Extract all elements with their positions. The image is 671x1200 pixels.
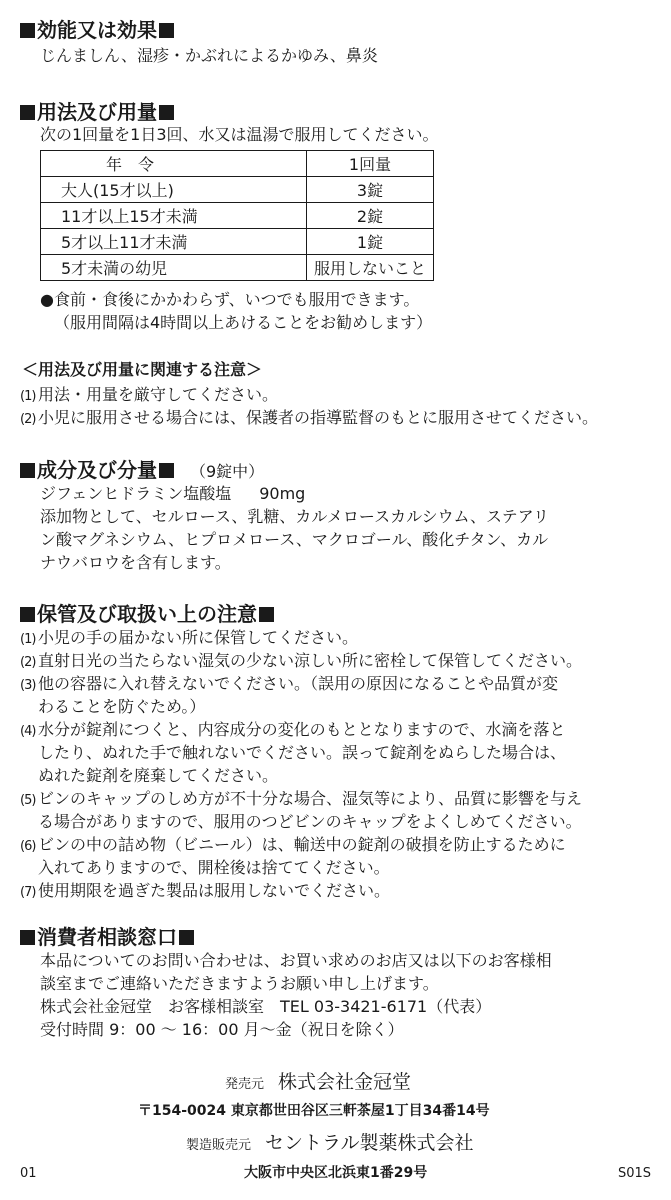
square-bullet-icon: [20, 463, 35, 478]
contact-text: 談室までご連絡いただきますようお願い申し上げます。: [40, 974, 439, 993]
additives-line: 添加物として、セルロース、乳糖、カルメロースカルシウム、ステアリ: [40, 507, 550, 526]
table-header-row: [41, 151, 434, 177]
seller-address: 〒154-0024 東京都世田谷区三軒茶屋1丁目34番14号: [138, 1103, 490, 1119]
dosage-note-1: ●食前・食後にかかわらず、いつでも服用できます。: [40, 290, 420, 309]
page-code-right: S01S: [618, 1166, 652, 1181]
storage-item-continued: わることを防ぐため。）: [38, 697, 206, 716]
storage-item: (1) 小児の手の届かない所に保管してください。: [20, 628, 359, 647]
efficacy-text: じんましん、湿疹・かぶれによるかゆみ、鼻炎: [40, 46, 378, 65]
table-cell-dose: 3錠: [307, 177, 434, 203]
storage-item: (7) 使用期限を過ぎた製品は服用しないでください。: [20, 881, 391, 900]
square-bullet-icon: [179, 930, 194, 945]
storage-item-continued: る場合がありますので、服用のつどビンのキャップをよくしめてください。: [38, 812, 582, 831]
table-row: [41, 177, 434, 203]
contact-hours: 受付時間 9：00 ～ 16：00 月～金（祝日を除く）: [40, 1020, 404, 1039]
square-bullet-icon: [20, 23, 35, 38]
square-bullet-icon: [159, 23, 174, 38]
storage-item: (3) 他の容器に入れ替えないでください。（誤用の原因になることや品質が変: [20, 674, 559, 693]
storage-item: (4) 水分が錠剤につくと、内容成分の変化のもととなりますので、水滴を落と: [20, 720, 566, 739]
contact-company: 株式会社金冠堂 お客様相談室 TEL 03-3421-6171（代表）: [40, 997, 492, 1016]
maker-name: セントラル製薬株式会社: [265, 1132, 474, 1154]
table-cell-age: 11才以上15才未満: [41, 203, 307, 229]
seller-line: [225, 1072, 411, 1095]
storage-item: (5) ビンのキャップのしめ方が不十分な場合、湿気等により、品質に影響を与え: [20, 789, 583, 808]
dosage-note-2: （服用間隔は4時間以上あけることをお勧めします）: [54, 313, 433, 332]
storage-item-continued: 入れてありますので、開栓後は捨ててください。: [38, 858, 390, 877]
efficacy-heading: 効能又は効果: [20, 14, 174, 43]
square-bullet-icon: [20, 607, 35, 622]
dosage-table: [40, 150, 434, 281]
table-header-dose: 1回量: [307, 151, 434, 177]
table-row: [41, 203, 434, 229]
table-cell-dose: 2錠: [307, 203, 434, 229]
additives-line: ナウバロウを含有します。: [40, 553, 231, 572]
table-row: [41, 229, 434, 255]
table-header-age: 年 令: [41, 151, 307, 177]
dosage-caution-item: (2) 小児に服用させる場合には、保護者の指導監督のもとに服用させてください。: [20, 408, 599, 427]
main-ingredient-amount: 90mg: [259, 484, 306, 503]
storage-item: (6) ビンの中の詰め物（ビニール）は、輸送中の錠剤の破損を防止するために: [20, 835, 566, 854]
table-cell-age: 大人(15才以上): [41, 177, 307, 203]
table-row: [41, 255, 434, 281]
storage-item-continued: したり、ぬれた手で触れないでください。誤って錠剤をぬらした場合は、: [38, 743, 567, 762]
dosage-caution-item: (1) 用法・用量を厳守してください。: [20, 385, 279, 404]
table-cell-dose: 1錠: [307, 229, 434, 255]
main-ingredient: [40, 484, 305, 504]
square-bullet-icon: [259, 607, 274, 622]
ingredients-heading: 成分及び分量 （9錠中）: [20, 454, 264, 483]
additives-line: ン酸マグネシウム、ヒプロメロース、マクロゴール、酸化チタン、カル: [40, 530, 549, 549]
square-bullet-icon: [20, 105, 35, 120]
dosage-heading: 用法及び用量: [20, 96, 174, 125]
storage-heading: 保管及び取扱い上の注意: [20, 598, 274, 627]
dosage-intro: 次の1回量を1日3回、水又は温湯で服用してください。: [40, 125, 439, 144]
page-code-left: 01: [20, 1166, 37, 1181]
square-bullet-icon: [159, 463, 174, 478]
contact-heading: 消費者相談窓口: [20, 921, 194, 950]
storage-item-continued: ぬれた錠剤を廃棄してください。: [38, 766, 279, 785]
seller-name: 株式会社金冠堂: [278, 1071, 412, 1093]
table-cell-dose: 服用しないこと: [307, 255, 434, 281]
maker-line: [186, 1133, 473, 1156]
square-bullet-icon: [159, 105, 174, 120]
main-ingredient-name: ジフェンヒドラミン塩酸塩: [40, 484, 232, 503]
maker-address: 大阪市中央区北浜東1番29号: [244, 1165, 428, 1181]
maker-label: 製造販売元: [186, 1138, 252, 1153]
storage-item: (2) 直射日光の当たらない湿気の少ない涼しい所に密栓して保管してください。: [20, 651, 583, 670]
ingredients-note: （9錠中）: [190, 462, 265, 481]
contact-text: 本品についてのお問い合わせは、お買い求めのお店又は以下のお客様相: [40, 951, 552, 970]
table-cell-age: 5才未満の幼児: [41, 255, 307, 281]
square-bullet-icon: [20, 930, 35, 945]
seller-label: 発売元: [225, 1077, 265, 1092]
dosage-caution-heading: ＜用法及び用量に関連する注意＞: [22, 360, 263, 379]
table-cell-age: 5才以上11才未満: [41, 229, 307, 255]
